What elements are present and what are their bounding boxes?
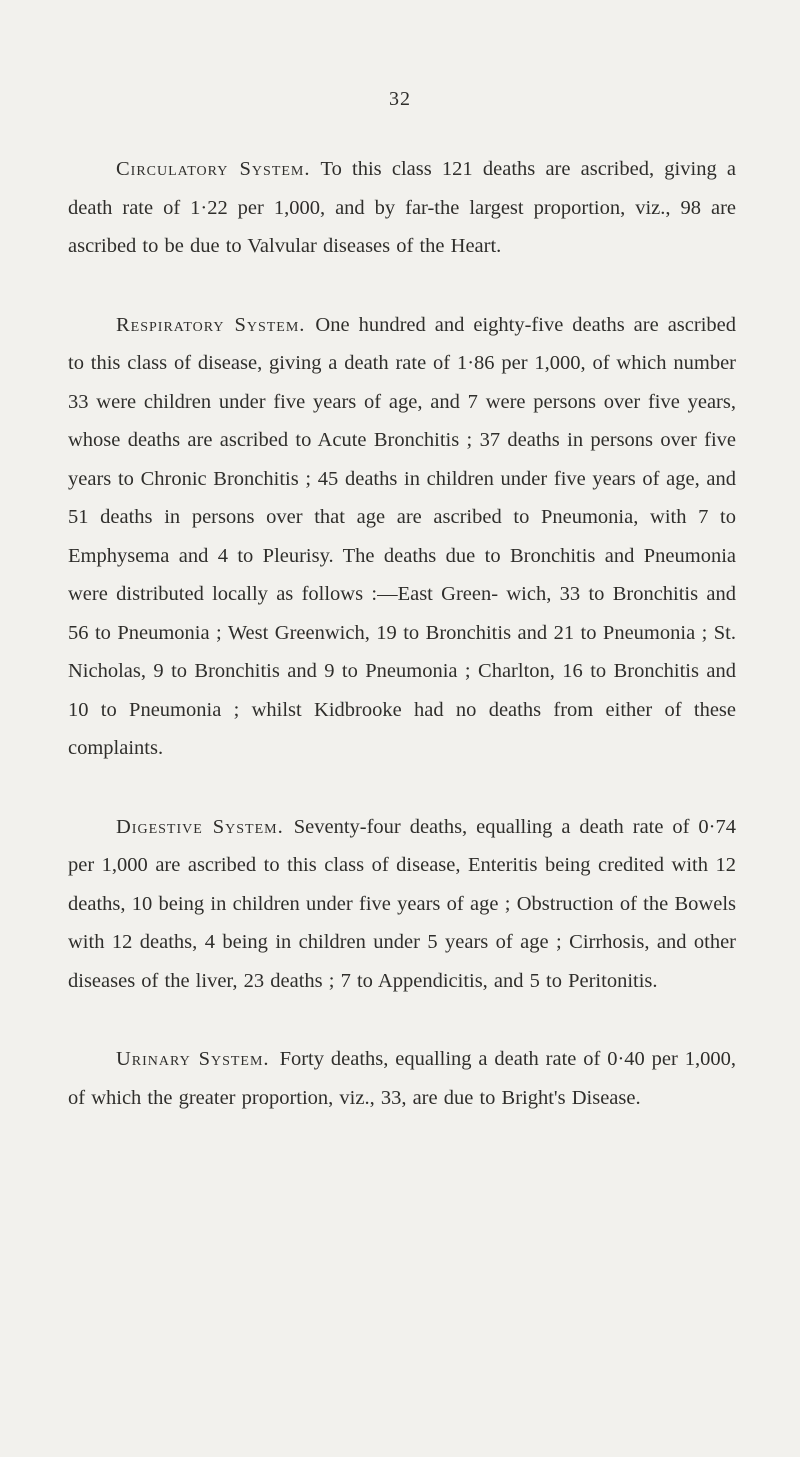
section-respiratory-system	[68, 306, 736, 768]
section-urinary-system	[68, 1040, 736, 1117]
section-digestive-system	[68, 808, 736, 1001]
section-body: Seventy-four deaths, equalling a death rate of 0·74 per 1,000 are ascribed to this class of disease, Enteritis being credited with 12 deaths, 10 being in children under five years of age ; Obstruction of the Bowels with 12 deaths, 4 being in children under 5 years of age ; Cirrhosis, and other diseases of the liver, 23 deaths ; 7 to Appendicitis, and 5 to Peritonitis.	[68, 815, 737, 992]
section-heading: Circulatory System.	[116, 158, 311, 180]
page-body	[68, 150, 736, 1157]
section-heading: Respiratory System.	[116, 313, 306, 336]
section-circulatory-system	[68, 150, 736, 266]
section-heading: Urinary System.	[116, 1048, 270, 1070]
page-number: 32	[389, 88, 411, 110]
section-body: To this class 121 deaths are ascribed, giving a death rate of 1·22 per 1,000, and by far-the largest proportion, viz., 98 are ascribed to be due to Valvular diseases of the Heart.	[68, 158, 736, 257]
section-body: One hundred and eighty-five deaths are ascribed to this class of disease, giving a death rate of 1·86 per 1,000, of which number 33 were children under five years of age, and 7 were persons over five years, whose deaths are ascribed to Acute Bronchitis ; 37 deaths in persons over five years to Chronic Bronchitis ; 45 deaths in children under five years of age, and 51 deaths in persons over that age are ascribed to Pneumonia, with 7 to Emphysema and 4 to Pleurisy. The deaths due to Bronchitis and Pneumonia were distributed locally as follows :—East Green- wich, 33 to Bronchitis and 56 to Pneumonia ; West Greenwich, 19 to Bronchitis and 21 to Pneumonia ; St. Nicholas, 9 to Bronchitis and 9 to Pneumonia ; Charlton, 16 to Bronchitis and 10 to Pneumonia ; whilst Kidbrooke had no deaths from either of these complaints.	[68, 313, 736, 759]
section-heading: Digestive System.	[116, 815, 284, 838]
section-body: Forty deaths, equalling a death rate of 0·40 per 1,000, of which the greater proportion, viz., 33, are due to Bright's Disease.	[68, 1048, 736, 1109]
